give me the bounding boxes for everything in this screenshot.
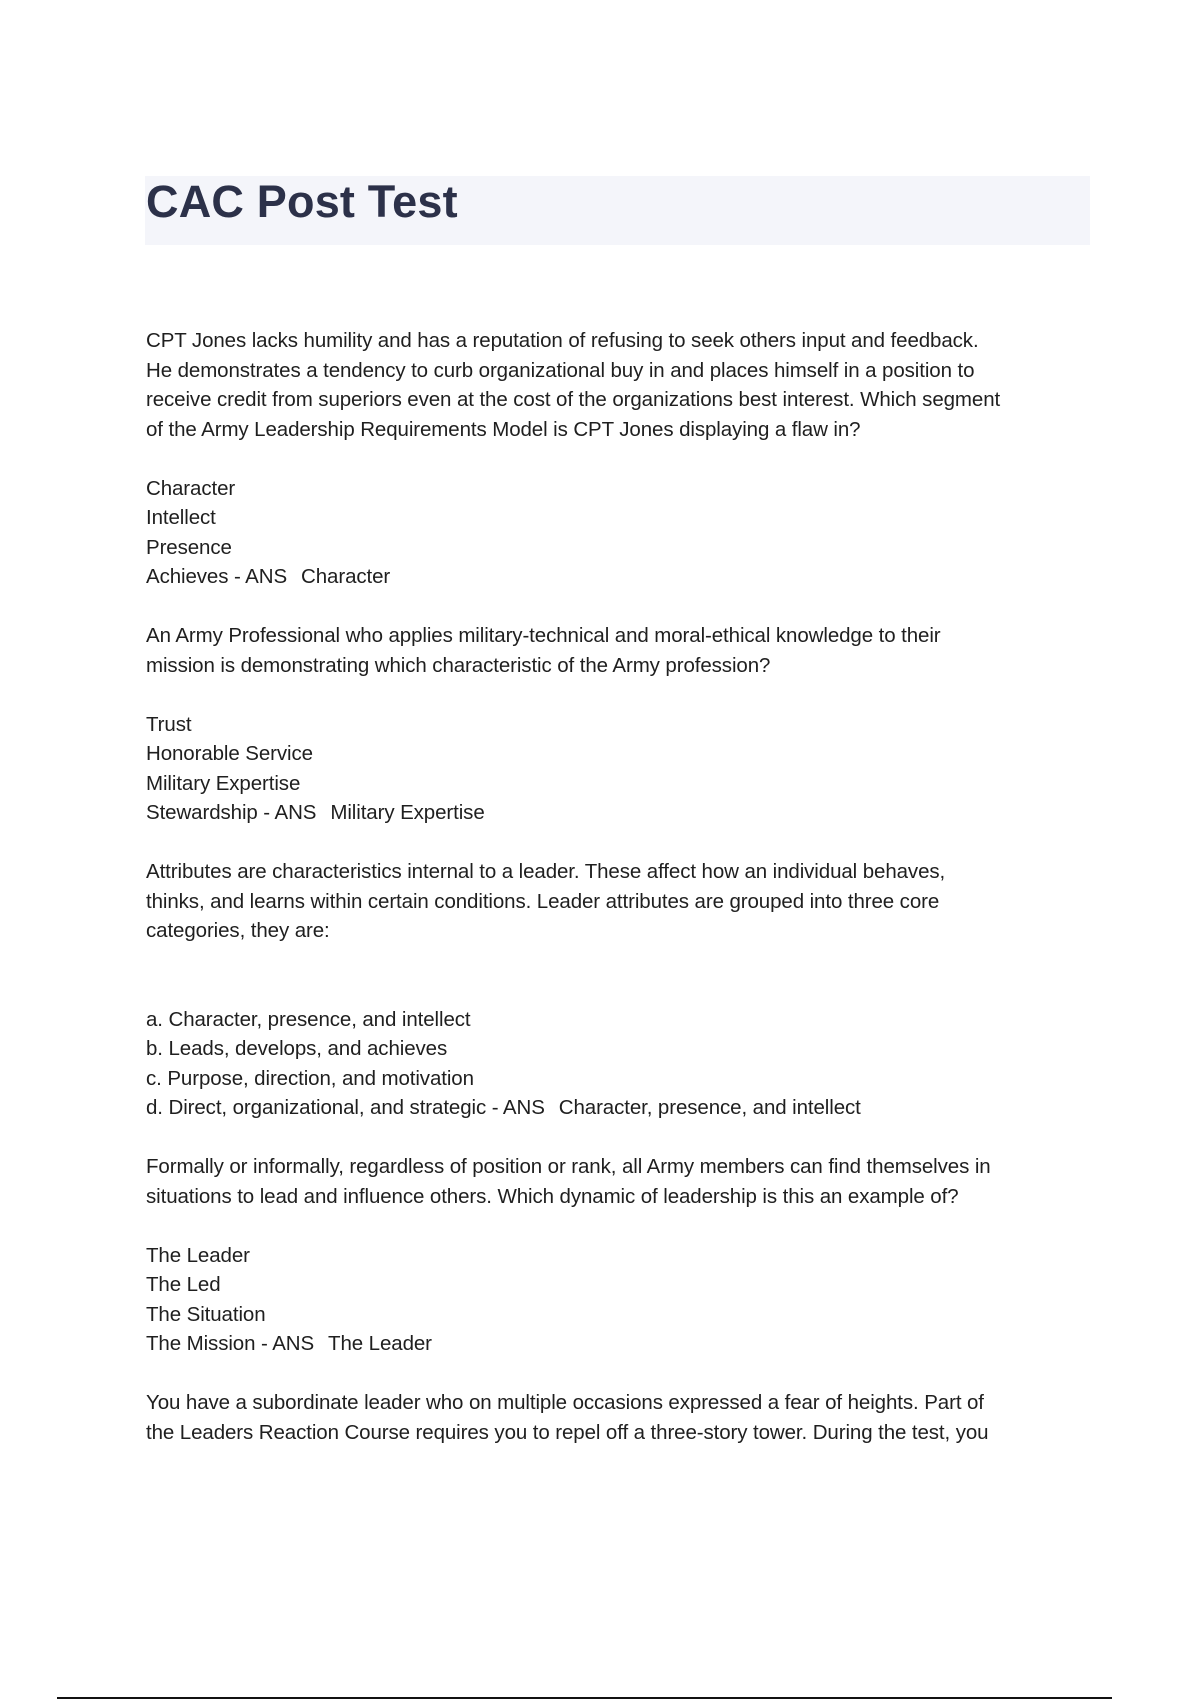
answer-option-with-key [146, 798, 1091, 828]
question-text-line: CPT Jones lacks humility and has a reputation of refusing to seek others input and feedback. [146, 329, 979, 352]
answer-option: Intellect [146, 506, 216, 529]
answer-option: Character [146, 476, 236, 500]
answer-option: Stewardship - ANS [146, 801, 317, 824]
answer-option: Trust [146, 712, 192, 736]
answer-option: The Led [146, 1273, 221, 1296]
answer-option: Presence [146, 535, 232, 559]
page-title: CAC Post Test [146, 176, 458, 227]
answer-option: Honorable Service [146, 742, 313, 765]
answer-option: Achieves - ANS [146, 565, 288, 588]
answer-key: The Leader [328, 1332, 432, 1355]
question-2 [146, 621, 1091, 828]
answer-option: c. Purpose, direction, and motivation [146, 1066, 474, 1090]
answer-key: Military Expertise [330, 801, 485, 824]
question-text-line: mission is demonstrating which characteristic of the Army profession? [146, 653, 771, 677]
answer-option: Military Expertise [146, 771, 301, 795]
question-text-line: thinks, and learns within certain conditions. Leader attributes are grouped into three core [146, 889, 940, 913]
question-text-line: situations to lead and influence others. Which dynamic of leadership is this an example of? [146, 1184, 959, 1208]
question-text-line: You have a subordinate leader who on multiple occasions expressed a fear of heights. Part of [146, 1391, 984, 1414]
answer-option: The Mission - ANS [146, 1332, 315, 1355]
question-5 [146, 1388, 1091, 1447]
question-text-line: Formally or informally, regardless of position or rank, all Army members can find themselves in [146, 1155, 991, 1178]
answer-option: b. Leads, develops, and achieves [146, 1037, 448, 1060]
question-1 [146, 326, 1091, 592]
answer-option-with-key [146, 562, 1091, 592]
question-3 [146, 857, 1091, 1123]
answer-option-with-key [146, 1329, 1091, 1359]
answer-option: The Situation [146, 1302, 266, 1326]
question-4 [146, 1152, 1091, 1359]
question-text-line: categories, they are: [146, 919, 330, 942]
question-text-line: of the Army Leadership Requirements Model is CPT Jones displaying a flaw in? [146, 417, 861, 441]
answer-key: Character, presence, and intellect [558, 1096, 861, 1119]
question-text-line: An Army Professional who applies military-technical and moral-ethical knowledge to their [146, 624, 941, 647]
document-body [146, 326, 1091, 1447]
answer-option: d. Direct, organizational, and strategic - ANS [146, 1096, 545, 1119]
answer-option: a. Character, presence, and intellect [146, 1007, 471, 1031]
page-bottom-rule [57, 1697, 1112, 1699]
question-text-line: receive credit from superiors even at the cost of the organizations best interest. Which segment [146, 388, 1001, 411]
answer-key: Character [301, 565, 391, 588]
question-text-line: Attributes are characteristics internal to a leader. These affect how an individual behaves, [146, 860, 946, 883]
question-text-line: He demonstrates a tendency to curb organizational buy in and places himself in a position to [146, 358, 975, 382]
answer-option: The Leader [146, 1243, 250, 1267]
answer-option-with-key [146, 1093, 1091, 1123]
question-text-line: the Leaders Reaction Course requires you to repel off a three-story tower. During the test, you [146, 1420, 989, 1444]
